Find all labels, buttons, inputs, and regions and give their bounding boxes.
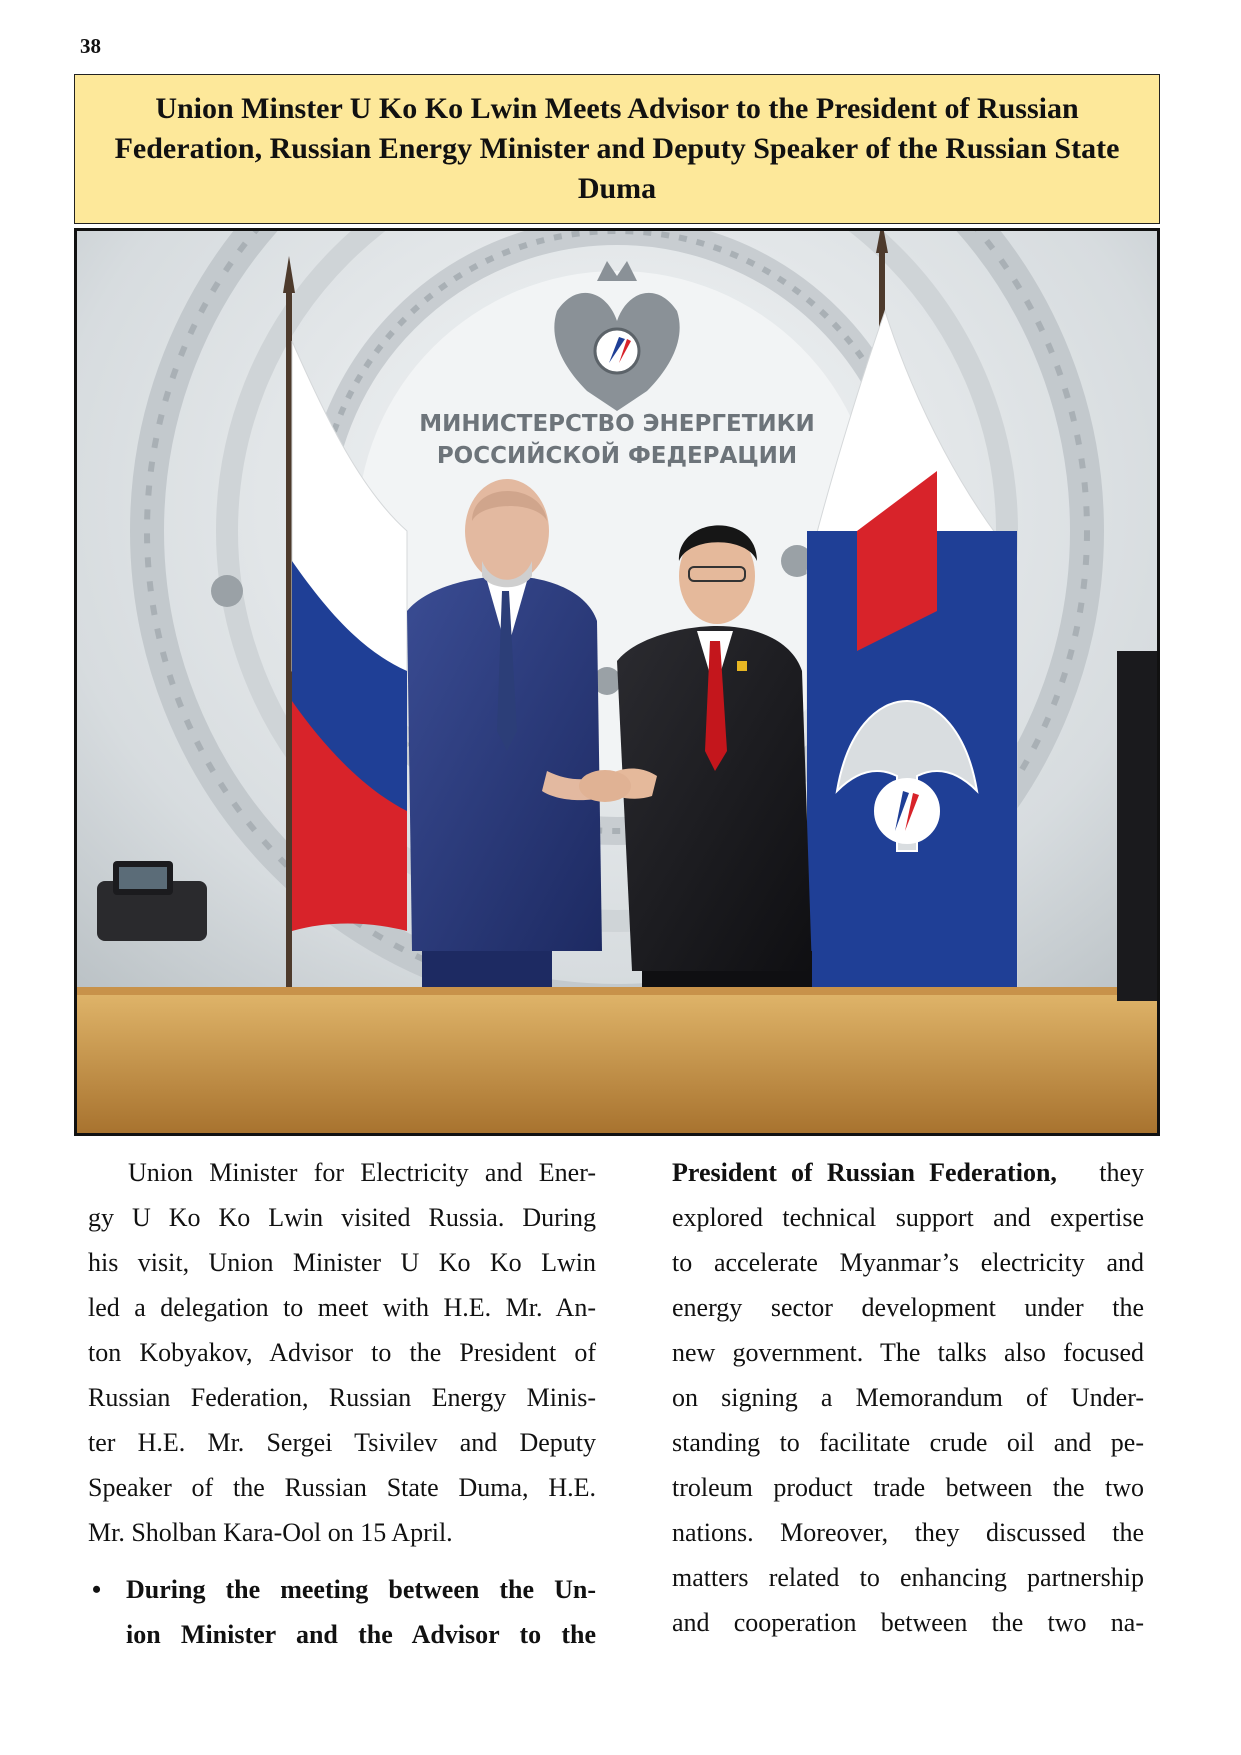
text-line: nations. Moreover, they discussed the [672,1518,1144,1547]
text-line: gy U Ko Ko Lwin visited Russia. During [88,1203,596,1232]
sign-line-1: МИНИСТЕРСТВО ЭНЕРГЕТИКИ [419,411,815,437]
text-line [672,1150,1144,1195]
text-line: standing to facilitate crude oil and pe- [672,1428,1144,1457]
text-line: and cooperation between the two na- [672,1608,1144,1637]
text-fragment: they [1099,1158,1144,1187]
wooden-table [77,991,1157,1133]
text-line: Mr. Sholban Kara-Ool on 15 April. [88,1518,453,1547]
sign-line-2: РОССИЙСКОЙ ФЕДЕРАЦИИ [436,443,798,469]
bullet-item [88,1567,596,1657]
article-title: Union Minster U Ko Ko Lwin Meets Advisor to the President of Russian Federation, Russian Energy Minister and Deputy Speaker of the Russian State Duma [114,92,1120,205]
page-number: 38 [80,34,101,58]
text-line: on signing a Memorandum of Under- [672,1383,1144,1412]
text-line: matters related to enhancing partnership [672,1563,1144,1592]
text-line: Union Minister for Electricity and Ener- [128,1158,596,1187]
text-line: energy sector development under the [672,1293,1144,1322]
text-line: troleum product trade between the two [672,1473,1144,1502]
left-column [88,1150,596,1657]
article-photo [74,228,1160,1136]
bullet-dot-icon: • [92,1575,102,1604]
text-line: to accelerate Myanmar’s electricity and [672,1248,1144,1277]
text-line: Russian Federation, Russian Energy Minis- [88,1383,596,1412]
text-line: ter H.E. Mr. Sergei Tsivilev and Deputy [88,1428,596,1457]
right-column [672,1150,1144,1645]
text-line: his visit, Union Minister U Ko Ko Lwin [88,1248,596,1277]
intro-paragraph [88,1150,596,1555]
bold-phrase: President of Russian Federation, [672,1158,1057,1187]
article-title-box [74,74,1160,224]
text-line: led a delegation to meet with H.E. Mr. An- [88,1293,596,1322]
bullet-text-line: ion Minister and the Advisor to the [126,1620,596,1649]
text-line: Speaker of the Russian State Duma, H.E. [88,1473,596,1502]
text-line: new government. The talks also focused [672,1338,1144,1367]
text-line: ton Kobyakov, Advisor to the President of [88,1338,596,1367]
bullet-text-line: During the meeting between the Un- [126,1575,596,1604]
text-line: explored technical support and expertise [672,1203,1144,1232]
